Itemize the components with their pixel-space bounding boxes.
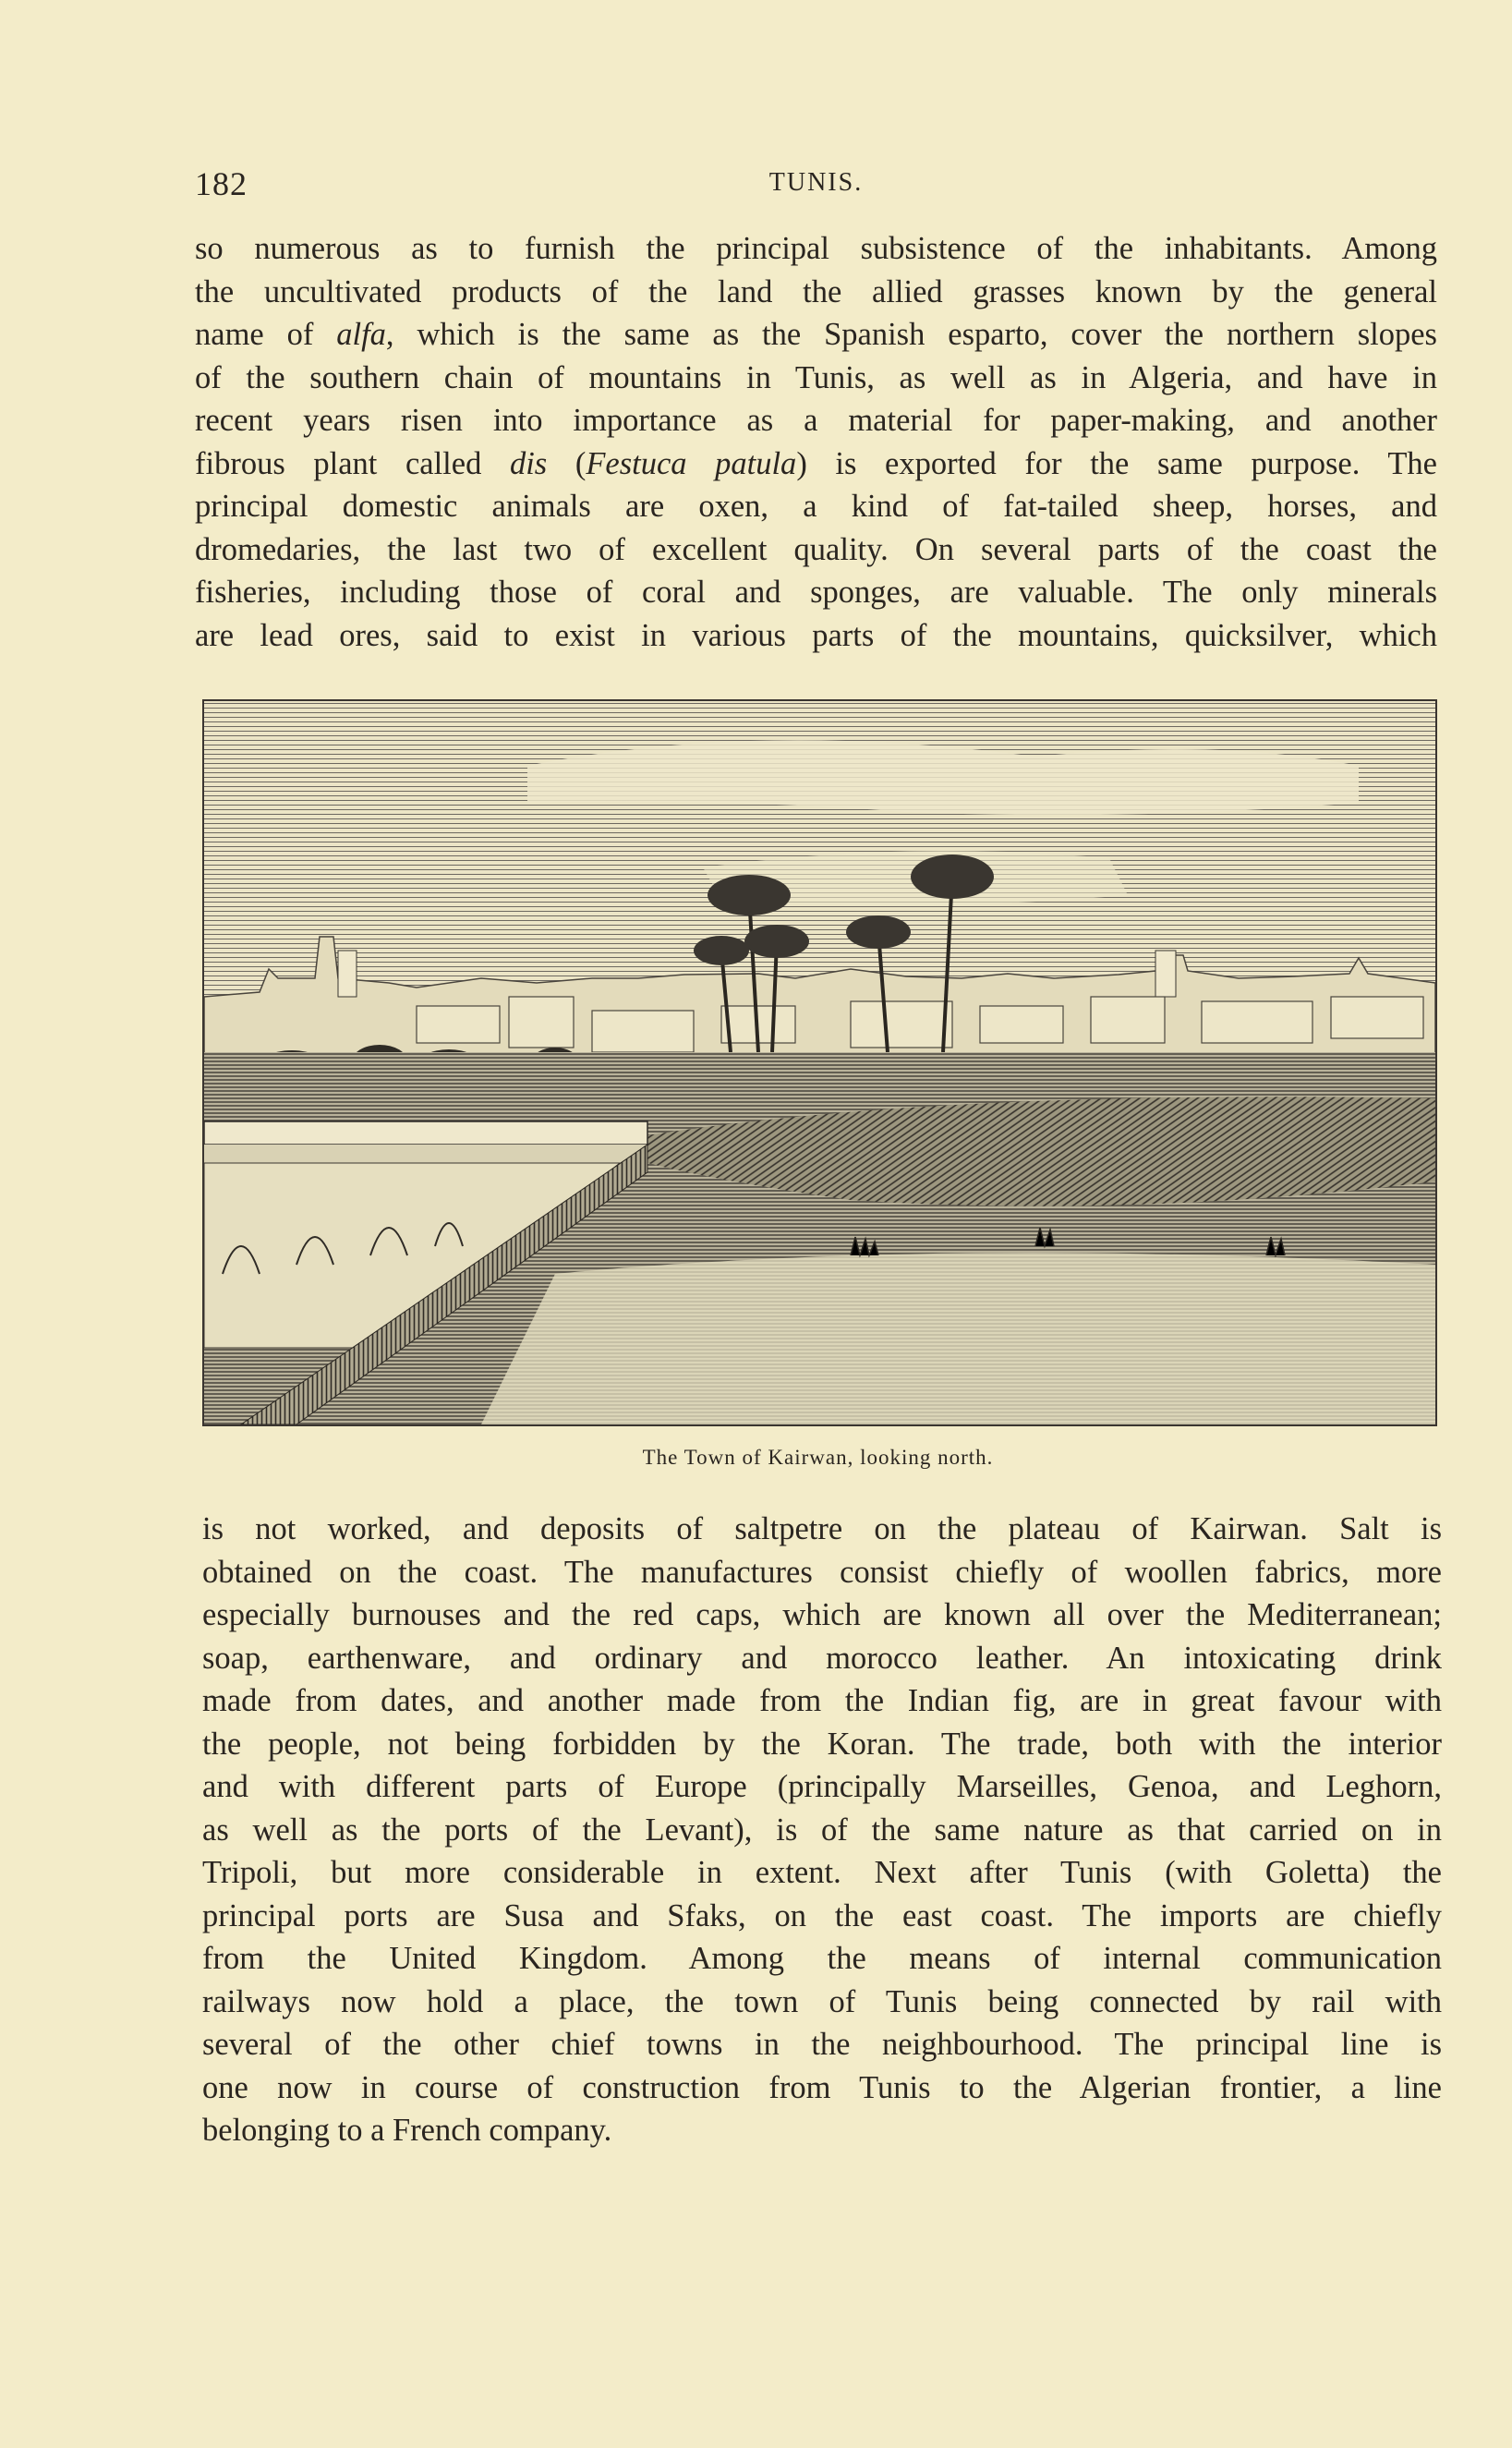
text-line: one now in course of construction from Tunis to the Algerian frontier, a line — [202, 2069, 1442, 2105]
italic-term-festuca: Festuca patula — [586, 445, 797, 481]
text-line: dromedaries, the last two of excellent quality. On several parts of the coast the — [195, 531, 1437, 567]
text-line: railways now hold a place, the town of Tunis being connected by rail with — [202, 1983, 1442, 2019]
running-head: TUNIS. — [768, 168, 864, 197]
text-line: fisheries, including those of coral and sponges, are valuable. The only minerals — [195, 575, 1437, 610]
engraving-kairwan — [202, 699, 1437, 1426]
italic-term-alfa: alfa — [336, 317, 386, 352]
text-line: made from dates, and another made from the Indian fig, are in great favour with — [202, 1683, 1442, 1718]
text-line: obtained on the coast. The manufactures consist chiefly of woollen fabrics, more — [202, 1554, 1442, 1590]
minaret — [338, 951, 357, 997]
text-line: the people, not being forbidden by the Koran. The trade, both with the interior — [202, 1726, 1442, 1762]
text-line: of the southern chain of mountains in Tunis, as well as in Algeria, and have in — [195, 359, 1437, 395]
text-line: recent years risen into importance as a material for paper-making, and another — [195, 403, 1437, 438]
text-line: principal domestic animals are oxen, a kind of fat-tailed sheep, horses, and — [195, 489, 1437, 524]
text-line: are lead ores, said to exist in various parts of the mountains, quicksilver, which — [195, 617, 1437, 653]
text-line: so numerous as to furnish the principal subsistence of the inhabitants. Among — [195, 231, 1437, 266]
text-line — [195, 442, 1437, 486]
text-line: as well as the ports of the Levant), is of the same nature as that carried on in — [202, 1812, 1442, 1848]
paragraph-bottom — [202, 1508, 1442, 2152]
text-line: principal ports are Susa and Sfaks, on the east coast. The imports are chiefly — [202, 1897, 1442, 1933]
text-fragment: fibrous plant called — [195, 445, 510, 481]
text-line — [195, 313, 1437, 357]
text-fragment: ) is exported for the same purpose. The — [796, 445, 1437, 481]
engraving-illustration — [204, 701, 1435, 1424]
text-line: the uncultivated products of the land the allied grasses known by the general — [195, 273, 1437, 309]
text-line: Tripoli, but more considerable in extent. Next after Tunis (with Goletta) the — [202, 1855, 1442, 1890]
text-line: soap, earthenware, and ordinary and morocco leather. An intoxicating drink — [202, 1640, 1442, 1676]
minaret — [1155, 951, 1176, 997]
text-fragment: ( — [547, 445, 587, 481]
text-line: several of the other chief towns in the neighbourhood. The principal line is — [202, 2027, 1442, 2062]
paragraph-top — [195, 227, 1437, 657]
cistern-rim — [204, 1121, 647, 1145]
text-fragment: name of — [195, 317, 337, 352]
text-line: and with different parts of Europe (principally Marseilles, Genoa, and Leghorn, — [202, 1769, 1442, 1804]
text-line: from the United Kingdom. Among the means of internal communication — [202, 1941, 1442, 1976]
page-number: 182 — [195, 165, 248, 202]
page-header — [195, 164, 1437, 211]
text-line: belonging to a French company. — [202, 2113, 612, 2148]
text-line: especially burnouses and the red caps, which are known all over the Mediterranean; — [202, 1597, 1442, 1632]
cistern-wall — [204, 1145, 647, 1163]
foreground-ground — [481, 1253, 1435, 1424]
figure-caption: The Town of Kairwan, looking north. — [642, 1446, 994, 1469]
text-fragment: , which is the same as the Spanish esparto, cover the northern slopes — [385, 317, 1437, 352]
text-line: is not worked, and deposits of saltpetre on the plateau of Kairwan. Salt is — [202, 1511, 1442, 1546]
italic-term-dis: dis — [509, 445, 548, 481]
